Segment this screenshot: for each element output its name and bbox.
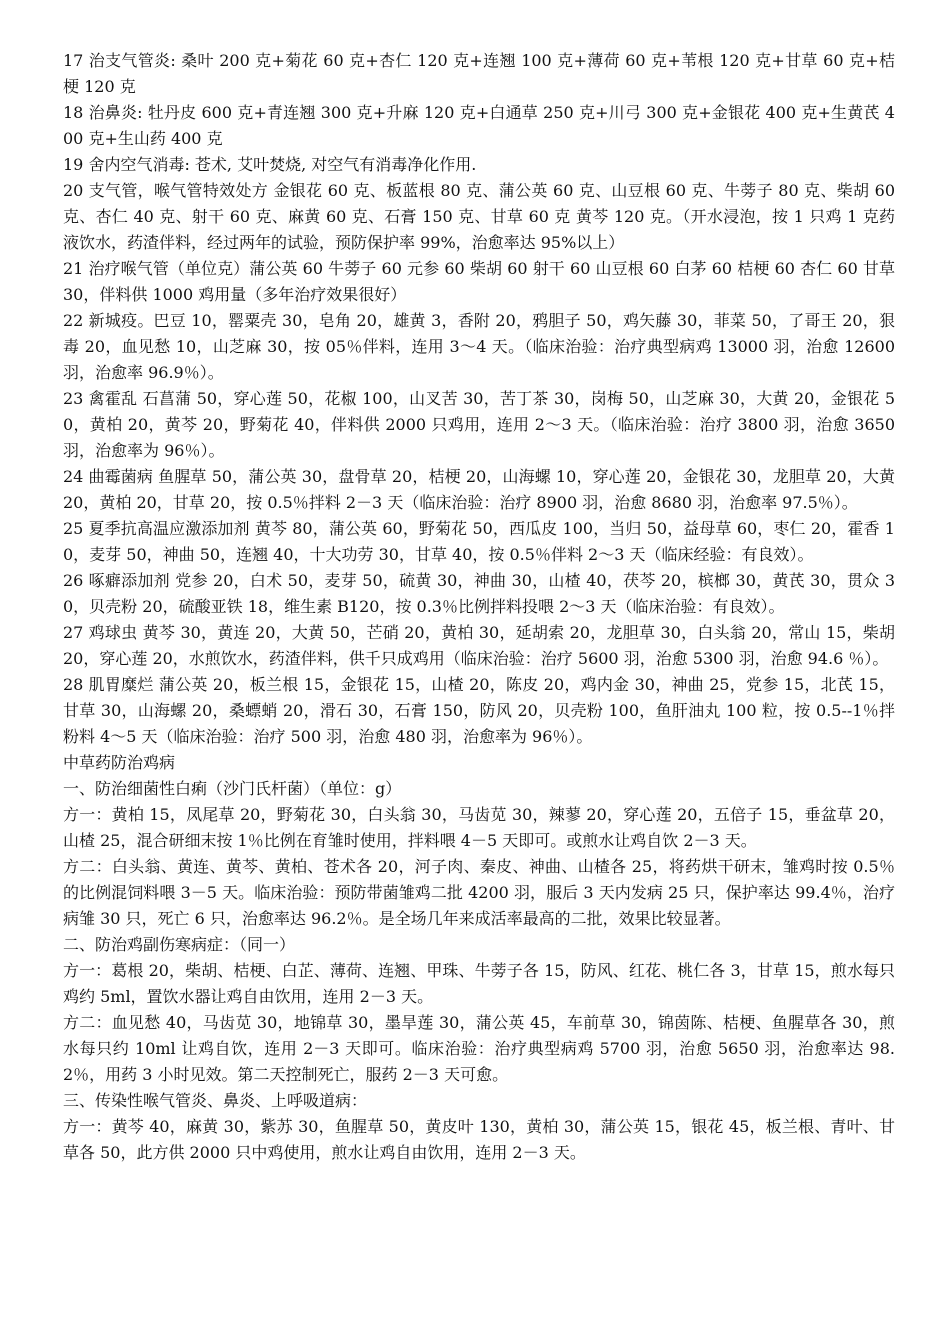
item-17-bronchitis: 17 治支气管炎: 桑叶 200 克+菊花 60 克+杏仁 120 克+连翘 100 克+薄荷 60 克+苇根 120 克+甘草 60 克+桔梗 120 克 — [63, 51, 895, 96]
section-2-heading: 二、防治鸡副伤寒病症：（同一） — [63, 935, 296, 954]
section-1-recipe-1: 方一：黄柏 15，凤尾草 20，野菊花 30，白头翁 30，马齿苋 30，辣蓼 20，穿心莲 20，五倍子 15，垂盆草 20，山楂 25，混合研细末按 1％比例在育雏时使用，拌料喂 4－5 天即可。或煎水让鸡自饮 2－3 天。 — [63, 805, 895, 850]
section-3-heading: 三、传染性喉气管炎、鼻炎、上呼吸道病： — [63, 1091, 368, 1110]
item-18-rhinitis: 18 治鼻炎: 牡丹皮 600 克+青连翘 300 克+升麻 120 克+白通草 250 克+川弓 300 克+金银花 400 克+生黄芪 400 克+生山药 400 克 — [63, 103, 895, 148]
item-28-gizzard-erosion: 28 肌胃糜烂 蒲公英 20，板兰根 15，金银花 15，山楂 20，陈皮 20，鸡内金 30，神曲 25，党参 15，北芪 15，甘草 30，山海螺 20，桑螵蛸 20，滑石 30，石膏 150，防风 20，贝壳粉 100，鱼肝油丸 100 粒，按 0.5--1％拌粉料 4～5 天（临床治验：治疗 500 羽，治愈 480 羽，治愈率为 96％）。 — [63, 675, 895, 746]
item-26-pecking-additive: 26 啄癖添加剂 党参 20，白术 50，麦芽 50，硫黄 30，神曲 30，山楂 40，茯芩 20，槟榔 30，黄芪 30，贯众 30，贝壳粉 20，硫酸亚铁 18，维生素 B120，按 0.3％比例拌料投喂 2～3 天（临床治验：有良效）。 — [63, 571, 895, 616]
item-22-newcastle: 22 新城疫。巴豆 10，罂粟壳 30，皂角 20，雄黄 3，香附 20，鸦胆子 50，鸡矢藤 30，菲菜 50，了哥王 20，狠毒 20，血见愁 10，山芝麻 30，按 05％伴料，连用 3～4 天。（临床治验：治疗典型病鸡 13000 羽，治愈 12600 羽，治愈率 96.9％）。 — [63, 311, 895, 382]
item-21-laryngotracheitis: 21 治疗喉气管（单位克）蒲公英 60 牛蒡子 60 元参 60 柴胡 60 射干 60 山豆根 60 白茅 60 桔梗 60 杏仁 60 甘草 30，伴料供 1000 鸡用量（多年治疗效果很好） — [63, 259, 895, 304]
section-1-heading: 一、防治细菌性白痢（沙门氏杆菌）（单位：g） — [63, 779, 402, 798]
item-27-coccidiosis: 27 鸡球虫 黄芩 30，黄连 20，大黄 50，芒硝 20，黄柏 30，延胡索 20，龙胆草 30，白头翁 20，常山 15，柴胡 20，穿心莲 20，水煎饮水，药渣伴料，供千只成鸡用（临床治验：治疗 5600 羽，治愈 5300 羽，治愈 94.6 ％）。 — [63, 623, 895, 668]
section-2-recipe-1: 方一：葛根 20，柴胡、桔梗、白芷、薄荷、连翘、甲珠、牛蒡子各 15，防风、红花、桃仁各 3，甘草 15，煎水每只鸡约 5ml，置饮水器让鸡自由饮用，连用 2－3 天。 — [63, 961, 895, 1006]
section-2-recipe-2: 方二：血见愁 40，马齿苋 30，地锦草 30，墨旱莲 30，蒲公英 45，车前草 30，锦茵陈、桔梗、鱼腥草各 30，煎水每只约 10ml 让鸡自饮，连用 2－3 天即可。临床治验：治疗典型病鸡 5700 羽，治愈 5650 羽，治愈率达 98.2％，用药 3 小时见效。第二天控制死亡，服药 2－3 天可愈。 — [63, 1013, 895, 1084]
item-24-aspergillosis: 24 曲霉菌病 鱼腥草 50，蒲公英 30，盘骨草 20，桔梗 20，山海螺 10，穿心莲 20，金银花 30，龙胆草 20，大黄 20，黄柏 20，甘草 20，按 0.5％拌料 2－3 天（临床治验：治疗 8900 羽，治愈 8680 羽，治愈率 97.5％）。 — [63, 467, 895, 512]
section-title-herbal: 中草药防治鸡病 — [63, 753, 176, 772]
item-23-fowl-cholera: 23 禽霍乱 石菖蒲 50，穿心莲 50，花椒 100，山叉苦 30，苦丁茶 30，岗梅 50，山芝麻 30，大黄 20，金银花 50，黄柏 20，黄芩 20，野菊花 40，伴料供 2000 只鸡用，连用 2～3 天。（临床治验：治疗 3800 羽，治愈 3650 羽，治愈率为 96％）。 — [63, 389, 895, 460]
item-19-air-disinfection: 19 舍内空气消毒: 苍术, 艾叶焚烧, 对空气有消毒净化作用. — [63, 155, 477, 174]
item-20-tracheitis-prescription: 20 支气管，喉气管特效处方 金银花 60 克、板蓝根 80 克、蒲公英 60 克、山豆根 60 克、牛蒡子 80 克、柴胡 60 克、杏仁 40 克、射干 60 克、麻黄 60 克、石膏 150 克、甘草 60 克 黄芩 120 克。（开水浸泡，按 1 只鸡 1 克药液饮水，药渣伴料，经过两年的试验，预防保护率 99%，治愈率达 95%以上） — [63, 181, 895, 252]
section-1-recipe-2: 方二：白头翁、黄连、黄芩、黄柏、苍术各 20，河子肉、秦皮、神曲、山楂各 25，将药烘干研末，雏鸡时按 0.5％的比例混饲料喂 3－5 天。临床治验：预防带菌雏鸡二批 4200 羽，服后 3 天内发病 25 只，保护率达 99.4％，治疗病雏 30 只，死亡 6 只，治愈率达 96.2％。是全场几年来成活率最高的二批，效果比较显著。 — [63, 857, 895, 928]
item-25-heat-stress-additive: 25 夏季抗高温应激添加剂 黄芩 80，蒲公英 60，野菊花 50，西瓜皮 100，当归 50，益母草 60，枣仁 20，霍香 10，麦芽 50，神曲 50，连翘 40，十大功劳 30，甘草 40，按 0.5％伴料 2～3 天（临床经验：有良效）。 — [63, 519, 895, 564]
document-page — [63, 48, 895, 1166]
section-3-recipe-1: 方一：黄芩 40，麻黄 30，紫苏 30，鱼腥草 50，黄皮叶 130，黄柏 30，蒲公英 15，银花 45，板兰根、青叶、甘草各 50，此方供 2000 只中鸡使用，煎水让鸡自由饮用，连用 2－3 天。 — [63, 1117, 895, 1162]
